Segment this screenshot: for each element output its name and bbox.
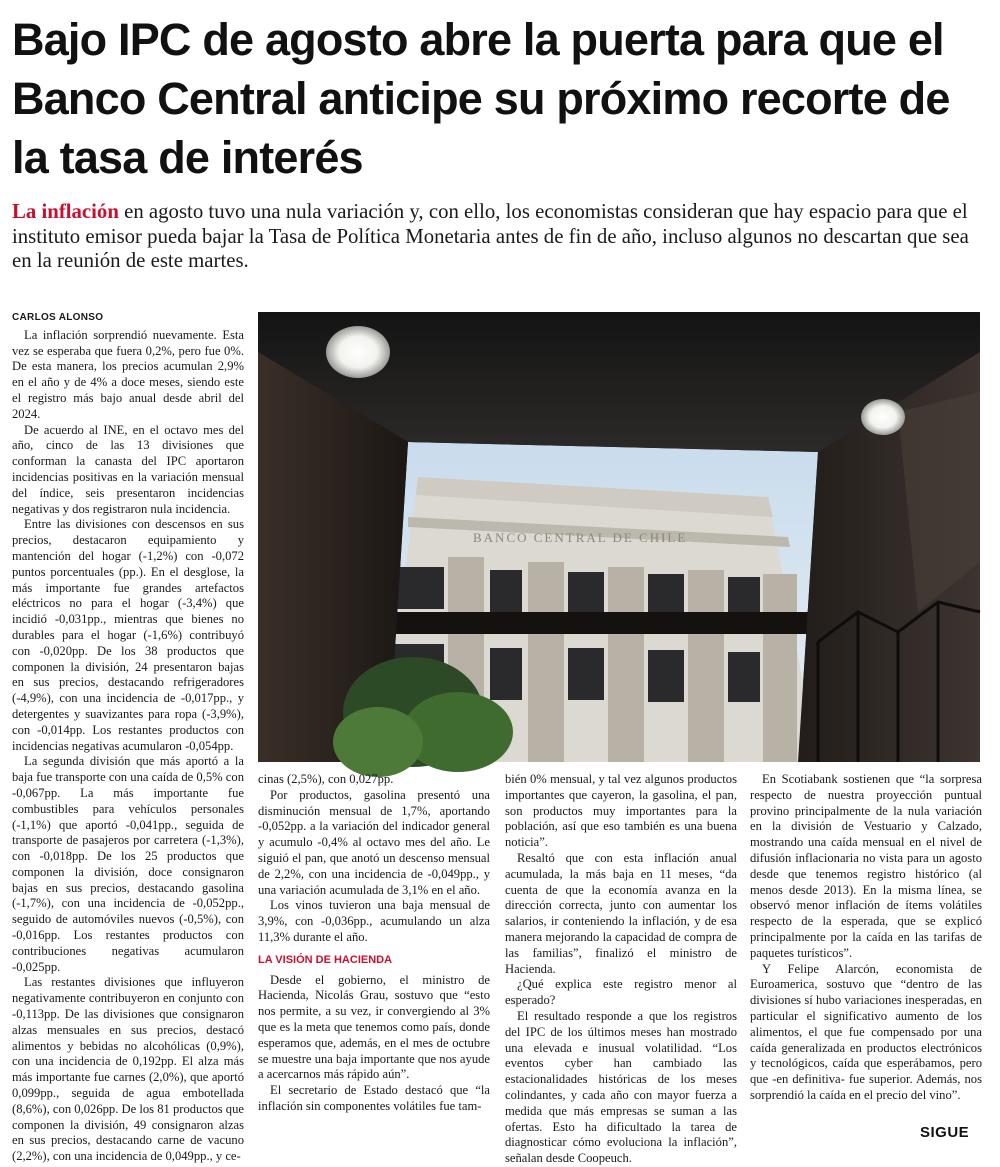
paragraph: Entre las divisiones con descensos en sus precios, destacaron equipamiento y mantención del hogar (-1,2%) con -0,072 puntos porcentuales (pp.). En el desglose, la más importante fue grandes artefactos eléctricos no para el hogar (-3,4%) que incidió -0,031pp., mientras que bienes no durables para el hogar (-1,6%) contribuyó con -0,020pp. De los 38 productos que componen la división, 24 presentaron bajas en sus precios, destacando refrigeradores (-4,9%), con una incidencia de -0,017pp., y detergentes y suavizantes para ropa (-3,9%), con -0,014pp. Los restantes productos con incidencias negativas acumularon -0,054pp.: [12, 517, 244, 753]
paragraph: ¿Qué explica este registro menor al esperado?: [505, 977, 737, 1008]
article-photo: [258, 312, 980, 762]
paragraph: El secretario de Estado destacó que “la inflación sin componentes volátiles fue tam-: [258, 1083, 490, 1113]
lead-text: en agosto tuvo una nula variación y, con ello, los economistas consideran que hay espacio para que el instituto emisor pueda bajar la Tasa de Política Monetaria antes de fin de año, incluso algunos no descartan que sea en la reunión de este martes.: [12, 200, 969, 272]
paragraph: Resaltó que con esta inflación anual acumulada, la más baja en 11 meses, “da cuenta de que la economía avanza en la dirección correcta, junto con aumentar los salarios, ir conteniendo la inflación, y de esa manera mejorando la capacidad de compra de las familias”, finalizó el ministro de Hacienda.: [505, 850, 737, 976]
paragraph: bién 0% mensual, y tal vez algunos productos importantes que cayeron, la gasolina, el pan, son productos muy importantes para la población, así que eso también es una buena noticia”.: [505, 772, 737, 850]
article-headline: Bajo IPC de agosto abre la puerta para que el Banco Central anticipe su próximo recorte de la tasa de interés: [12, 14, 950, 183]
paragraph: Los vinos tuvieron una baja mensual de 3,9%, con -0,036pp., acumulando un alza 11,3% durante el año.: [258, 898, 490, 944]
section-subhead: LA VISIÓN DE HACIENDA: [258, 953, 393, 966]
article-column-2: [258, 772, 490, 1150]
paragraph: cinas (2,5%), con 0,027pp.: [258, 772, 394, 786]
paragraph: En Scotiabank sostienen que “la sorpresa respecto de nuestra proyección puntual provino principalmente de la nula variación en la división de Vestuario y Calzado, mostrando una caída mensual en el nivel de difusión inflacionaria no vista para un agosto desde que tenemos registro histórico (al menos desde 2013). En la misma línea, se observó menor inflación de ítems volátiles respecto de la esperada, que se explicó principalmente por la caída en las tarifas de paquetes turísticos”.: [750, 772, 982, 960]
article-column-3: [505, 772, 737, 1166]
photo-building-sign: BANCO CENTRAL DE CHILE: [473, 530, 688, 545]
byline: CARLOS ALONSO: [12, 312, 104, 323]
continue-label: SIGUE: [920, 1124, 970, 1141]
paragraph: La inflación sorprendió nuevamente. Esta vez se esperaba que fuera 0,2%, pero fue 0%. De esta manera, los precios acumulan 2,9% en el año y de 4% a doce meses, siendo este el registro más bajo anual desde abril del 2024.: [12, 327, 244, 421]
paragraph: Las restantes divisiones que influyeron negativamente contribuyeron en conjunto con -0,113pp. De las divisiones que consignaron alzas mensuales en sus precios, destacó alimentos y bebidas no alcohólicas (0,9%), con una incidencia de 0,192pp. El alza más más importante fue carnes (2,0%), que aportó 0,099pp., seguida de agua embotellada (8,6%), con 0,026pp. De los 81 productos que componen la división, 49 consignaron alzas en sus precios, destacando carne de vacuno (2,2%), con una incidencia de 0,049pp., y ce-: [12, 975, 244, 1164]
paragraph: La segunda división que más aportó a la baja fue transporte con una caída de 0,5% con -0,067pp. La más importante fue combustibles para vehículos personales (-1,1%) que aportó -0,041pp., seguida de transporte de pasajeros por carretera (-1,3%), con -0,018pp. De los 25 productos que componen la división, doce consignaron bajas en sus precios, destacando gasolina (-1,7%), con una incidencia de -0,052pp., seguido de automóviles nuevos (-0,5%), con -0,016pp. Los restantes productos con contribuciones negativas acumularon -0,025pp.: [12, 754, 244, 974]
paragraph: Desde el gobierno, el ministro de Hacienda, Nicolás Grau, sostuvo que “esto nos permite, a su vez, ir convergiendo al 3% que es la meta que tenemos como país, donde esperamos que, además, en el mes de octubre se muestre una baja importante que nos ayude a acercarnos más rápido aún”.: [258, 972, 490, 1082]
article-column-4: [750, 772, 982, 1112]
article-column-1: [12, 310, 244, 1164]
article-lead: [12, 200, 988, 274]
paragraph: De acuerdo al INE, en el octavo mes del año, cinco de las 13 divisiones que conforman la canasta del IPC aportaron incidencias positivas en la variación mensual del índice, seis presentaron incidencias negativas y dos registraron nula incidencia.: [12, 422, 244, 516]
paragraph: Por productos, gasolina presentó una disminución mensual de 1,7%, aportando -0,052pp. a la variación del indicador general y acumulo -0,4% al octavo mes del año. Le siguió el pan, que anotó un descenso mensual de 2,2%, con una incidencia de -0,049pp., y una variación acumulada de 3,1% en el año.: [258, 787, 490, 897]
paragraph: Y Felipe Alarcón, economista de Euroamerica, sostuvo que “dentro de las divisiones sí hubo variaciones inesperadas, en particular el significativo aumento de los alimentos, el que fue compensado por una caída generalizada en productos electrónicos y tecnológicos, caída que esperábamos, pero que -en definitiva- fue superior. Además, nos sorprendió la caída en el precio del vino”.: [750, 961, 982, 1102]
paragraph: El resultado responde a que los registros del IPC de los últimos meses han mostrado una elevada e inusual volatilidad. “Los eventos cyber han cambiado las estacionalidades históricas de los meses colindantes, y cada año con mayor fuerza a medida que más empresas se suman a las ofertas. Esto ha dificultado la tarea de diagnosticar cómo evoluciona la inflación”, señalan desde Coopeuch.: [505, 1008, 737, 1166]
lead-kicker: La inflación: [12, 200, 119, 223]
